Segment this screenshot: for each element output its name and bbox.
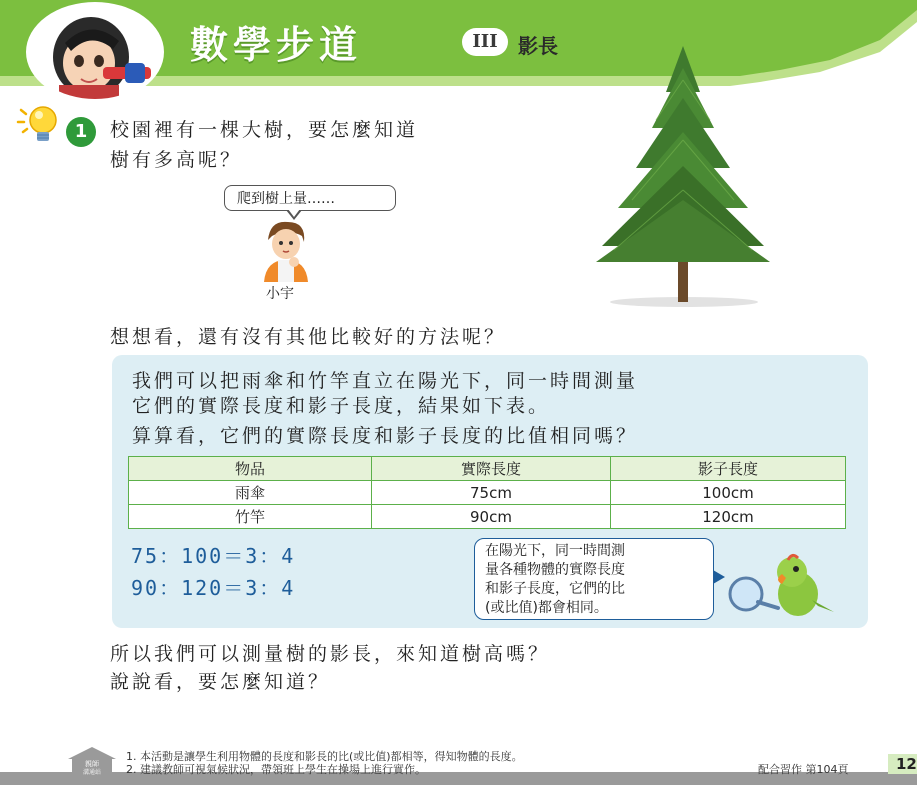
measurement-table bbox=[128, 456, 846, 529]
conclusion-line: 所以我們可以測量樹的影長，來知道樹高嗎？ bbox=[110, 643, 551, 665]
table-row bbox=[129, 505, 846, 529]
logo-label-top: 親師 bbox=[85, 760, 99, 768]
table-cell: 竹竿 bbox=[129, 505, 372, 529]
lightbulb-icon bbox=[15, 100, 63, 144]
panel-line: 我們可以把雨傘和竹竿直立在陽光下，同一時間測量 bbox=[132, 370, 639, 392]
character-name-label: 小宇 bbox=[266, 286, 294, 302]
parent-teacher-house-icon bbox=[66, 747, 118, 775]
speech-line: 和影子長度，它們的比 bbox=[485, 581, 625, 597]
question-line: 樹有多高呢？ bbox=[110, 149, 243, 171]
mascot-girl-illustration bbox=[26, 2, 164, 102]
section-number-badge: III bbox=[462, 28, 508, 56]
question-text bbox=[110, 115, 550, 175]
page-title: 數學步道 bbox=[190, 23, 363, 67]
table-cell: 100cm bbox=[611, 481, 846, 505]
table-cell: 75cm bbox=[372, 481, 611, 505]
conclusion-line: 說說看，要怎麼知道？ bbox=[110, 671, 331, 693]
column-header-shadow-length: 影子長度 bbox=[611, 457, 846, 481]
column-header-actual-length: 實際長度 bbox=[372, 457, 611, 481]
question-line: 校園裡有一棵大樹，要怎麼知道 bbox=[110, 119, 419, 141]
footer-notes bbox=[126, 750, 523, 776]
speech-line: 量各種物體的實際長度 bbox=[485, 562, 625, 578]
workbook-reference: 配合習作 第104頁 bbox=[758, 763, 849, 776]
table-header-row bbox=[129, 457, 846, 481]
ratio-equation: 90：120＝3：4 bbox=[131, 576, 296, 600]
think-prompt: 想想看，還有沒有其他比較好的方法呢？ bbox=[110, 326, 507, 348]
footer-note: 2. 建議教師可視氣候狀況，帶領班上學生在操場上進行實作。 bbox=[126, 763, 426, 776]
table-cell: 90cm bbox=[372, 505, 611, 529]
mascot-girl-icon bbox=[29, 5, 161, 99]
speech-bubble-climb: 爬到樹上量…… bbox=[224, 185, 396, 211]
section-subtitle: 影長 bbox=[518, 34, 558, 58]
panel-question: 算算看，它們的實際長度和影子長度的比值相同嗎？ bbox=[132, 425, 639, 447]
boy-character-icon bbox=[258, 218, 314, 282]
page-number: 12 bbox=[888, 754, 917, 774]
conclusion-text bbox=[110, 640, 810, 696]
speech-bubble-rule bbox=[474, 538, 714, 620]
parrot-with-magnifier-icon bbox=[726, 550, 838, 620]
speech-bubble-tail-fill bbox=[288, 209, 300, 217]
footer-note: 1. 本活動是讓學生利用物體的長度和影長的比(或比值)都相等，得知物體的長度。 bbox=[126, 750, 523, 763]
panel-line: 它們的實際長度和影子長度，結果如下表。 bbox=[132, 395, 551, 417]
column-header-item: 物品 bbox=[129, 457, 372, 481]
speech-bubble-tail bbox=[713, 570, 725, 584]
table-cell: 120cm bbox=[611, 505, 846, 529]
speech-line: (或比值)都會相同。 bbox=[485, 600, 608, 616]
question-number-badge: 1 bbox=[66, 117, 96, 147]
table-cell: 雨傘 bbox=[129, 481, 372, 505]
ratio-equation: 75：100＝3：4 bbox=[131, 544, 296, 568]
tree-illustration-icon bbox=[556, 40, 806, 310]
speech-line: 在陽光下，同一時間測 bbox=[485, 543, 625, 559]
logo-label-bottom: 溝通站 bbox=[82, 769, 102, 775]
table-row bbox=[129, 481, 846, 505]
